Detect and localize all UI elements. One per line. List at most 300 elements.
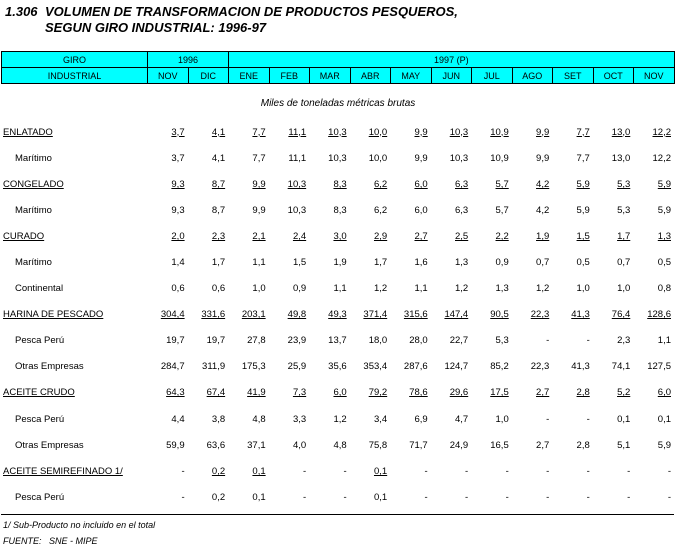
table-cell [633,484,674,510]
table-cell [269,458,310,484]
table-row [1,380,674,406]
cell-value: 2,1 [252,230,266,242]
cell-value: 4,7 [455,413,469,425]
cell-value: 4,8 [252,413,266,425]
cell-value: - [465,465,469,477]
cell-value: - [181,491,185,503]
table-cell [633,458,674,484]
cell-value: 2,4 [292,230,307,242]
table-cell [552,249,593,275]
cell-value: 0,8 [657,283,671,295]
cell-value: 0,2 [211,465,226,477]
table-cell [552,354,593,380]
table-cell [269,197,310,223]
table-cell [512,458,553,484]
table-cell [350,223,391,249]
row-label-text: ACEITE CRUDO [3,387,75,399]
table-cell [552,432,593,458]
cell-value: 2,0 [171,230,185,242]
header-month: ENE [229,68,270,84]
cell-value: 49,3 [328,309,347,321]
header-month: MAY [391,68,432,84]
table-cell [471,458,512,484]
cell-value: 0,5 [657,257,671,269]
table-cell [593,380,634,406]
table-cell [350,328,391,354]
table-cell [188,223,229,249]
table-cell [350,249,391,275]
cell-value: 315,6 [403,309,428,321]
cell-value: 2,2 [495,230,509,242]
table-cell [390,249,431,275]
cell-value: 6,0 [414,204,428,216]
table-cell [228,432,269,458]
table-cell [390,276,431,302]
cell-value: 10,3 [328,152,347,164]
header-month: NOV [148,68,189,84]
cell-value: 4,1 [211,126,226,138]
cell-value: 23,9 [287,335,307,347]
table-cell [188,276,229,302]
table-cell [512,380,553,406]
table-cell [552,171,593,197]
table-cell [228,276,269,302]
cell-value: 1,2 [536,283,550,295]
cell-value: 6,3 [455,204,469,216]
title-line-2: SEGUN GIRO INDUSTRIAL: 1996-97 [45,20,267,35]
table-cell [147,119,188,145]
cell-value: 76,4 [611,309,631,321]
table-cell [633,276,674,302]
table-cell [471,249,512,275]
cell-value: 4,8 [333,439,347,451]
row-label [1,302,147,328]
row-label-text: Pesca Perú [15,413,65,425]
table-cell [309,119,350,145]
row-label [1,145,147,171]
title-line-1: VOLUMEN DE TRANSFORMACION DE PRODUCTOS PESQUEROS, [45,4,458,19]
cell-value: 9,9 [536,152,550,164]
table-cell [309,302,350,328]
cell-value: 5,9 [657,204,671,216]
cell-value: 8,7 [211,178,226,190]
row-label-text: HARINA DE PESCADO [3,309,104,321]
cell-value: 41,3 [571,309,590,321]
cell-value: 1,0 [495,413,509,425]
cell-value: 1,6 [414,257,428,269]
cell-value: 2,3 [617,335,631,347]
cell-value: 1,9 [536,230,550,242]
cell-value: 284,7 [160,361,185,373]
header-month: FEB [269,68,310,84]
cell-value: 175,3 [241,361,266,373]
table-cell [552,223,593,249]
cell-value: 1,0 [617,283,631,295]
cell-value: 13,7 [328,335,347,347]
table-cell [188,328,229,354]
table-cell [309,432,350,458]
row-label [1,223,147,249]
table-cell [188,249,229,275]
table-cell [552,458,593,484]
table-cell [269,171,310,197]
table-cell [552,119,593,145]
cell-value: 1,3 [455,257,469,269]
cell-value: 0,7 [617,257,631,269]
footnote: 1/ Sub-Producto no incluido en el total [3,520,156,530]
row-label-text: Otras Empresas [15,361,84,373]
unit-label: Miles de toneladas métricas brutas [260,98,416,109]
cell-value: 74,1 [611,361,631,373]
cell-value: 13,0 [611,126,631,138]
cell-value: 10,0 [368,126,388,138]
table-cell [309,354,350,380]
cell-value: 2,8 [576,387,590,399]
table-cell [228,249,269,275]
table-cell [147,197,188,223]
cell-value: 5,2 [617,387,631,399]
cell-value: - [546,413,550,425]
table-cell [309,197,350,223]
cell-value: 6,9 [414,413,428,425]
cell-value: 16,5 [490,439,509,451]
cell-value: 10,3 [287,204,307,216]
table-cell [633,119,674,145]
cell-value: 5,9 [657,178,671,190]
cell-value: 59,9 [166,439,185,451]
table-cell [228,302,269,328]
header-month: SET [553,68,594,84]
table-cell [147,249,188,275]
table-cell [431,171,472,197]
cell-value: 2,7 [414,230,428,242]
cell-value: 10,9 [490,126,509,138]
table-cell [147,432,188,458]
table-cell [269,354,310,380]
cell-value: 2,8 [576,439,590,451]
table-cell [431,380,472,406]
table-cell [228,223,269,249]
table-cell [147,223,188,249]
header-month: NOV [634,68,675,84]
table-cell [147,458,188,484]
table-cell [309,380,350,406]
table-cell [269,432,310,458]
cell-value: - [586,465,590,477]
table-cell [593,145,634,171]
table-cell [552,197,593,223]
table-cell [593,484,634,510]
row-label [1,432,147,458]
table-cell [147,484,188,510]
table-cell [593,249,634,275]
header-industrial: INDUSTRIAL [2,68,148,84]
table-cell [228,145,269,171]
cell-value: 9,9 [414,152,428,164]
table-cell [188,302,229,328]
table-cell [593,302,634,328]
table-cell [390,302,431,328]
data-table [1,119,674,510]
cell-value: 311,9 [202,361,226,373]
table-cell [228,406,269,432]
table-cell [633,380,674,406]
cell-value: 19,7 [166,335,185,347]
cell-value: 353,4 [363,361,388,373]
table-cell [350,145,391,171]
cell-value: 1,7 [211,257,226,269]
table-cell [593,119,634,145]
cell-value: - [667,465,671,477]
cell-value: 64,3 [166,387,185,399]
cell-value: - [627,465,631,477]
cell-value: 3,7 [171,126,185,138]
cell-value: 85,2 [490,361,509,373]
cell-value: 6,0 [657,387,671,399]
table-row [1,145,674,171]
table-cell [593,197,634,223]
cell-value: 78,6 [409,387,428,399]
table-cell [431,145,472,171]
cell-value: 371,4 [363,309,388,321]
table-cell [188,484,229,510]
table-cell [552,380,593,406]
cell-value: 0,9 [495,257,509,269]
table-cell [228,119,269,145]
cell-value: - [424,491,428,503]
row-label [1,119,147,145]
cell-value: 287,6 [403,361,428,373]
table-cell [147,380,188,406]
cell-value: 1,1 [414,283,428,295]
cell-value: 1,7 [617,230,631,242]
header-month: OCT [593,68,634,84]
cell-value: 11,1 [288,126,307,138]
table-title [5,4,458,36]
row-label-text: Continental [15,283,64,295]
table-cell [471,354,512,380]
cell-value: 1,7 [373,257,388,269]
cell-value: 3,7 [171,152,185,164]
cell-value: 128,6 [647,309,671,321]
cell-value: 0,6 [211,283,226,295]
cell-value: 3,3 [292,413,307,425]
table-cell [471,223,512,249]
table-cell [633,171,674,197]
cell-value: 3,0 [333,230,347,242]
table-cell [390,171,431,197]
cell-value: 79,2 [368,387,388,399]
table-cell [228,354,269,380]
cell-value: 0,1 [373,491,388,503]
cell-value: 7,3 [292,387,307,399]
cell-value: 5,1 [617,439,631,451]
cell-value: - [627,491,631,503]
table-cell [350,197,391,223]
cell-value: 0,5 [576,257,590,269]
cell-value: - [343,491,347,503]
cell-value: 1,1 [252,257,266,269]
table-cell [431,484,472,510]
table-cell [471,406,512,432]
table-cell [431,328,472,354]
cell-value: 147,4 [444,309,469,321]
table-cell [147,328,188,354]
table-cell [512,354,553,380]
cell-value: 2,5 [455,230,469,242]
table-cell [188,145,229,171]
table-cell [471,302,512,328]
cell-value: 0,1 [617,413,631,425]
table-cell [471,197,512,223]
table-cell [552,328,593,354]
table-cell [309,145,350,171]
table-cell [593,223,634,249]
cell-value: 1,5 [576,230,590,242]
cell-value: - [546,465,550,477]
table-cell [350,302,391,328]
cell-value: 17,5 [490,387,509,399]
table-cell [390,328,431,354]
cell-value: 304,4 [160,309,185,321]
table-cell [633,197,674,223]
table-cell [431,458,472,484]
cell-value: - [586,413,590,425]
table-cell [269,223,310,249]
table-cell [309,484,350,510]
table-cell [593,432,634,458]
table-cell [390,223,431,249]
table-row [1,119,674,145]
table-cell [512,276,553,302]
table-cell [431,249,472,275]
cell-value: 1,1 [657,335,671,347]
row-label [1,171,147,197]
row-label [1,380,147,406]
table-cell [431,302,472,328]
table-row [1,223,674,249]
row-label-text: Marítimo [15,257,52,269]
cell-value: 22,7 [449,335,469,347]
cell-value: 2,7 [536,439,550,451]
cell-value: 9,9 [414,126,428,138]
table-cell [593,406,634,432]
table-cell [147,354,188,380]
table-cell [390,458,431,484]
row-label-text: Marítimo [15,204,52,216]
table-cell [350,380,391,406]
cell-value: 4,0 [292,439,307,451]
cell-value: - [546,335,550,347]
cell-value: 2,7 [536,387,550,399]
cell-value: 11,1 [288,152,307,164]
table-row [1,171,674,197]
row-label [1,484,147,510]
table-cell [269,302,310,328]
cell-value: - [302,491,307,503]
table-cell [350,484,391,510]
cell-value: 2,9 [373,230,388,242]
cell-value: 10,3 [449,152,469,164]
cell-value: 41,3 [571,361,590,373]
cell-value: 3,8 [211,413,226,425]
cell-value: 6,0 [333,387,347,399]
cell-value: 71,7 [409,439,428,451]
table-cell [309,276,350,302]
cell-value: 67,4 [206,387,226,399]
cell-value: 8,3 [333,178,347,190]
header-month: MAR [310,68,351,84]
cell-value: 5,3 [495,335,509,347]
table-row [1,302,674,328]
cell-value: - [586,335,590,347]
table-cell [512,328,553,354]
cell-value: 10,9 [490,152,509,164]
cell-value: 9,9 [252,204,266,216]
table-cell [633,249,674,275]
table-cell [269,328,310,354]
cell-value: 1,2 [373,283,388,295]
table-cell [552,406,593,432]
cell-value: 63,6 [206,439,226,451]
table-cell [471,145,512,171]
table-row [1,328,674,354]
table-cell [269,276,310,302]
cell-value: 1,3 [657,230,671,242]
cell-value: 4,2 [536,204,550,216]
cell-value: 5,7 [495,204,509,216]
cell-value: 0,1 [252,491,266,503]
table-row [1,354,674,380]
cell-value: 5,9 [576,204,590,216]
cell-value: 10,3 [449,126,469,138]
row-label-text: CONGELADO [3,178,64,190]
source-note: FUENTE: SNE - MIPE [3,536,98,546]
cell-value: 1,9 [333,257,347,269]
table-cell [147,276,188,302]
table-cell [512,119,553,145]
table-cell [512,484,553,510]
cell-value: 7,7 [576,126,590,138]
table-cell [350,171,391,197]
table-row [1,406,674,432]
cell-value: 6,0 [414,178,428,190]
header-year-1996: 1996 [148,52,229,68]
header-month: JUN [431,68,472,84]
cell-value: 1,4 [171,257,185,269]
cell-value: 1,2 [455,283,469,295]
table-cell [188,119,229,145]
cell-value: 9,3 [171,204,185,216]
cell-value: 19,7 [206,335,226,347]
table-row [1,276,674,302]
table-cell [228,484,269,510]
table-cell [471,484,512,510]
table-cell [431,432,472,458]
cell-value: - [424,465,428,477]
row-label [1,197,147,223]
table-row [1,484,674,510]
table-cell [188,380,229,406]
row-label [1,328,147,354]
cell-value: 75,8 [368,439,388,451]
cell-value: 2,3 [211,230,226,242]
table-cell [471,171,512,197]
cell-value: - [505,465,509,477]
cell-value: - [667,491,671,503]
cell-value: 4,4 [171,413,185,425]
header-month: JUL [472,68,513,84]
